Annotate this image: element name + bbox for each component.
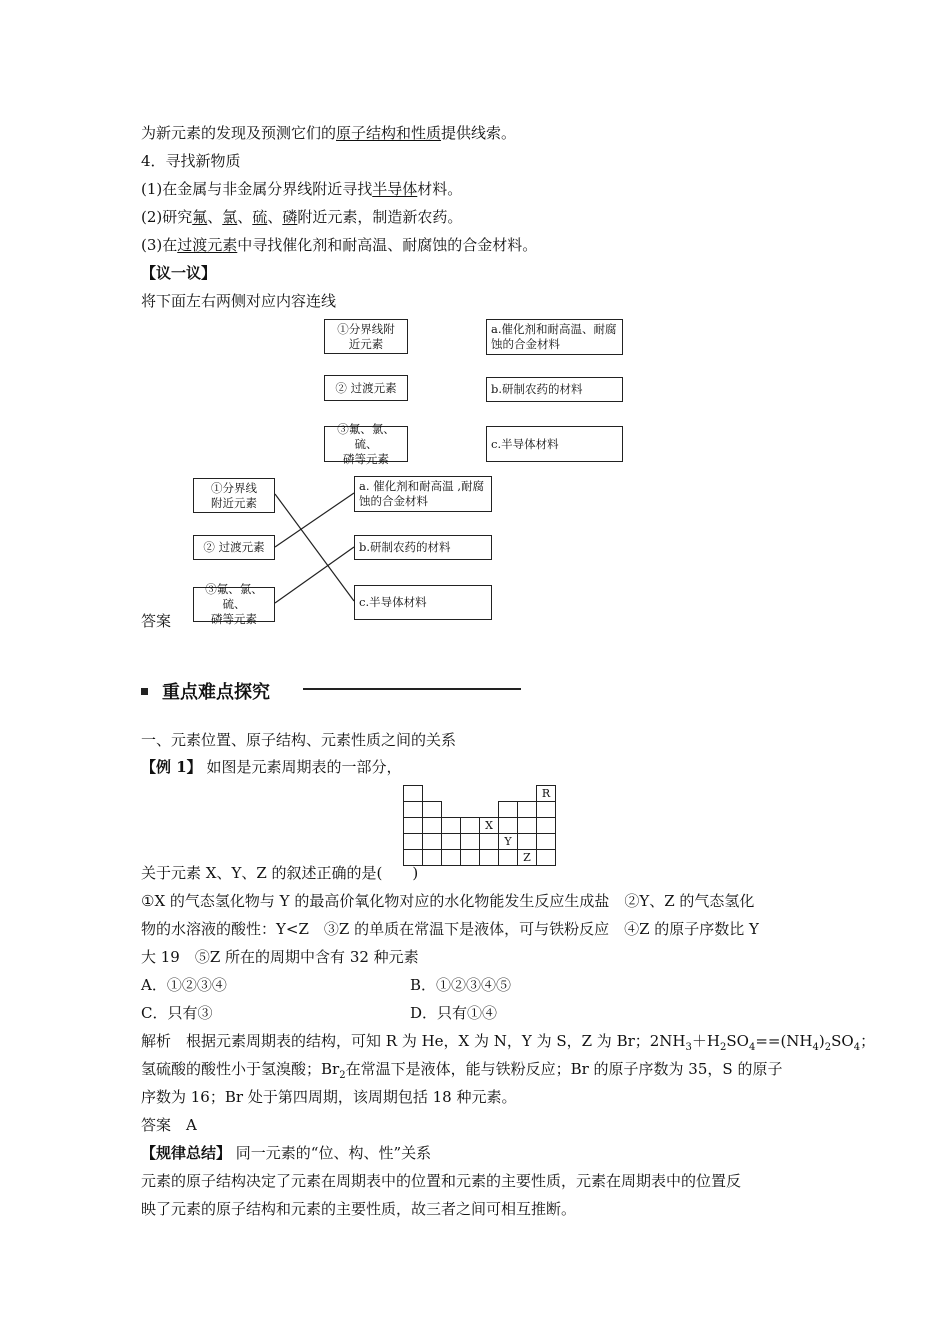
answer-right-box-c: c.半导体材料 (354, 585, 492, 620)
text-line: 为新元素的发现及预测它们的原子结构和性质提供线索。 (141, 124, 517, 142)
instruction-text: 将下面左右两侧对应内容连线 (141, 292, 337, 310)
text-line: (2)研究氟、氯、硫、磷附近元素，制造新农药。 (141, 208, 463, 226)
summary-label: 【规律总结】 (141, 1144, 232, 1162)
example-label: 【例 1】 (141, 758, 202, 776)
answer-right-box-b: b.研制农药的材料 (354, 535, 492, 560)
answer-text: 答案 A (141, 1116, 197, 1134)
periodic-table-fragment (403, 785, 556, 866)
underlined-term: 磷 (282, 208, 298, 226)
square-bullet-icon (141, 688, 148, 695)
discussion-label: 【议一议】 (141, 264, 217, 282)
heading-find-new-substances: 4．寻找新物质 (141, 152, 241, 170)
underlined-term: 硫 (252, 208, 268, 226)
question-right-box-a: a.催化剂和耐高温、耐腐 蚀的合金材料 (486, 319, 623, 355)
underlined-term: 原子结构和性质 (336, 124, 442, 142)
summary-heading: 【规律总结】 同一元素的“位、构、性”关系 (141, 1144, 432, 1162)
option-c: C．只有③ (141, 1004, 213, 1022)
option-d: D．只有①④ (410, 1004, 498, 1022)
question-left-box-1: ①分界线附 近元素 (324, 319, 408, 354)
question-left-box-3: ③氟、氯、硫、 磷等元素 (324, 426, 408, 462)
underlined-term: 半导体 (372, 180, 418, 198)
cell-R: R (537, 786, 556, 802)
analysis-line-1: 解析 根据元素周期表的结构，可知 R 为 He，X 为 N，Y 为 S，Z 为 Br；$2NH_3+H_2SO_4==(NH_4)_2SO_4$； (141, 1032, 876, 1053)
text-line: (3)在过渡元素中寻找催化剂和耐高温、耐腐蚀的合金材料。 (141, 236, 538, 254)
option-b: B．①②③④⑤ (410, 976, 512, 994)
statement-line-1: ①X 的气态氢化物与 Y 的最高价氧化物对应的水化物能发生反应生成盐 ②Y、Z 的气态氢化 (141, 892, 755, 910)
summary-line-1: 元素的原子结构决定了元素在周期表中的位置和元素的主要性质，元素在周期表中的位置反 (141, 1172, 742, 1190)
answer-left-box-3: ③氟、氯、硫、 磷等元素 (193, 587, 275, 622)
underlined-term: 氯 (222, 208, 238, 226)
example-intro: 【例 1】 如图是元素周期表的一部分， (141, 758, 402, 776)
connector-3-to-b (275, 547, 354, 603)
underlined-term: 过渡元素 (177, 236, 238, 254)
question-right-box-c: c.半导体材料 (486, 426, 623, 462)
section-divider (303, 688, 521, 690)
underlined-term: 氟 (192, 208, 208, 226)
answer-left-box-2: ② 过渡元素 (193, 535, 275, 560)
subsection-title: 一、元素位置、原子结构、元素性质之间的关系 (141, 731, 457, 749)
section-title: 重点难点探究 (141, 678, 270, 704)
cell-Y: Y (499, 834, 518, 850)
answer-left-box-1: ①分界线 附近元素 (193, 478, 275, 513)
cell-X: X (480, 818, 499, 834)
statement-line-2: 物的水溶液的酸性：Y<Z ③Z 的单质在常温下是液体，可与铁粉反应 ④Z 的原子序数比 Y (141, 920, 759, 938)
text-line: (1)在金属与非金属分界线附近寻找半导体材料。 (141, 180, 463, 198)
summary-line-2: 映了元素的原子结构和元素的主要性质，故三者之间可相互推断。 (141, 1200, 577, 1218)
analysis-line-3: 序数为 16；Br 处于第四周期，该周期包括 18 种元素。 (141, 1088, 517, 1106)
option-a: A．①②③④ (141, 976, 227, 994)
analysis-line-2: 氢硫酸的酸性小于氢溴酸；$Br_2$在常温下是液体，能与铁粉反应；Br 的原子序数为 35，S 的原子 (141, 1060, 783, 1081)
answer-label: 答案 (141, 612, 172, 630)
question-text: 关于元素 X、Y、Z 的叙述正确的是( ) (141, 864, 419, 882)
question-right-box-b: b.研制农药的材料 (486, 377, 623, 402)
question-left-box-2: ② 过渡元素 (324, 375, 408, 401)
connector-1-to-c (275, 494, 354, 601)
answer-right-box-a: a. 催化剂和耐高温 ,耐腐 蚀的合金材料 (354, 476, 492, 512)
cell-Z: Z (518, 850, 537, 866)
connector-2-to-a (275, 493, 354, 547)
statement-line-3: 大 19 ⑤Z 所在的周期中含有 32 种元素 (141, 948, 419, 966)
